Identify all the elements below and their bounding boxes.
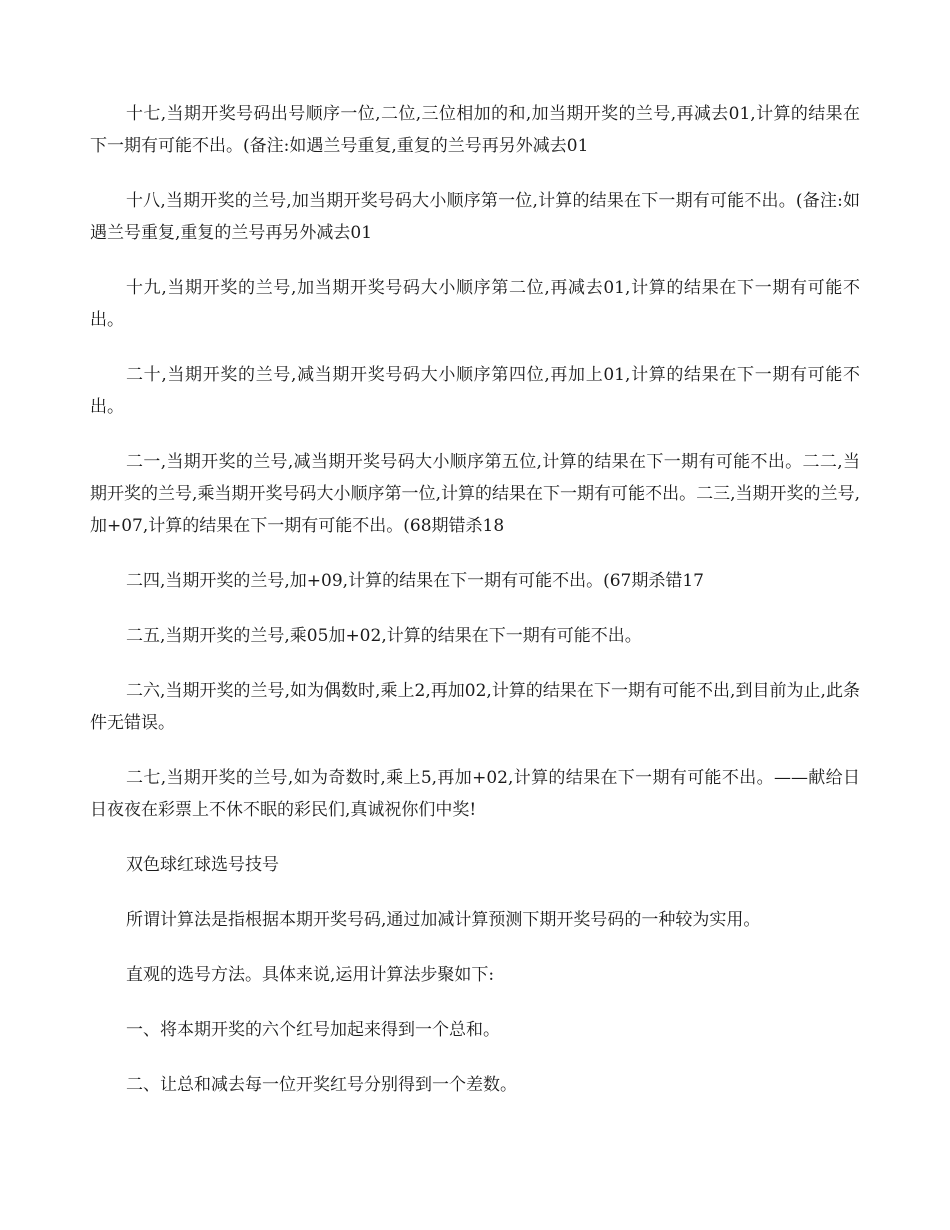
paragraph-24: 二四,当期开奖的兰号,加+09,计算的结果在下一期有可能不出。(67期杀错17 (126, 571, 704, 591)
paragraph-18: 十八,当期开奖的兰号,加当期开奖号码大小顺序第一位,计算的结果在下一期有可能不出。(备注:如遇兰号重复,重复的兰号再另外减去01 (90, 191, 860, 243)
paragraph-definition: 所谓计算法是指根据本期开奖号码,通过加减计算预测下期开奖号码的一种较为实用。 (126, 910, 761, 930)
paragraph-17: 十七,当期开奖号码出号顺序一位,二位,三位相加的和,加当期开奖的兰号,再减去01,计算的结果在下一期有可能不出。(备注:如遇兰号重复,重复的兰号再另外减去01 (90, 104, 860, 156)
paragraph-25: 二五,当期开奖的兰号,乘05加+02,计算的结果在下一期有可能不出。 (126, 626, 642, 646)
paragraph-21-23: 二一,当期开奖的兰号,减当期开奖号码大小顺序第五位,计算的结果在下一期有可能不出。二二,当期开奖的兰号,乘当期开奖号码大小顺序第一位,计算的结果在下一期有可能不出。二三,当期开奖的兰号,加+07,计算的结果在下一期有可能不出。(68期错杀18 (90, 452, 860, 536)
paragraph-26: 二六,当期开奖的兰号,如为偶数时,乘上2,再加02,计算的结果在下一期有可能不出,到目前为止,此条件无错误。 (90, 681, 860, 733)
paragraph-steps-intro: 直观的选号方法。具体来说,运用计算法步聚如下: (126, 965, 495, 985)
paragraph-19: 十九,当期开奖的兰号,加当期开奖号码大小顺序第二位,再减去01,计算的结果在下一期有可能不出。 (90, 278, 860, 330)
step-two: 二、让总和减去每一位开奖红号分别得到一个差数。 (126, 1075, 517, 1095)
step-one: 一、将本期开奖的六个红号加起来得到一个总和。 (126, 1020, 500, 1040)
paragraph-27: 二七,当期开奖的兰号,如为奇数时,乘上5,再加+02,计算的结果在下一期有可能不出。——献给日日夜夜在彩票上不休不眠的彩民们,真诚祝你们中奖! (90, 768, 860, 820)
section-heading: 双色球红球选号技号 (126, 855, 279, 875)
paragraph-20: 二十,当期开奖的兰号,减当期开奖号码大小顺序第四位,再加上01,计算的结果在下一期有可能不出。 (90, 365, 860, 417)
